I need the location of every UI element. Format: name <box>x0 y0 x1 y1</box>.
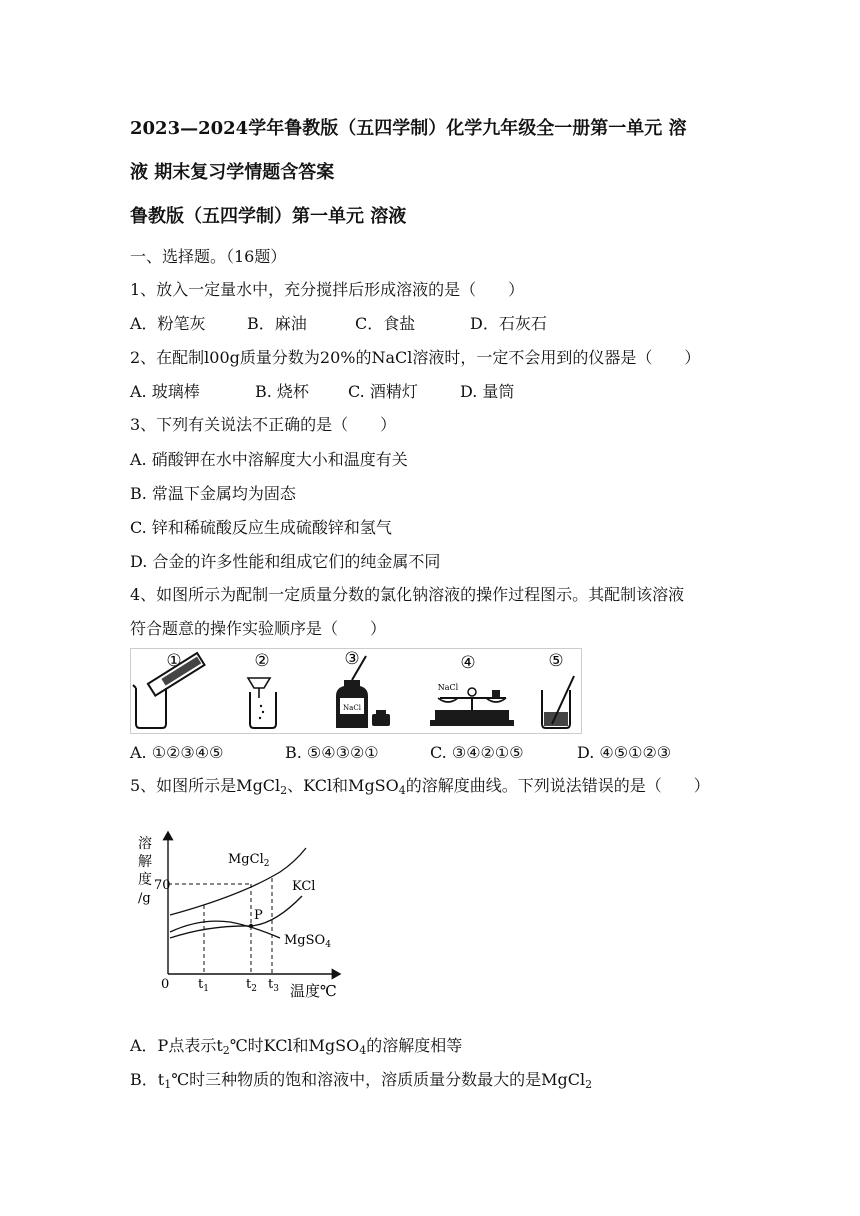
q1-option-b: B．麻油 <box>247 314 307 333</box>
ylabel-char-4: /g <box>138 891 151 906</box>
point-p <box>249 924 253 928</box>
q2-option-b: B. 烧杯 <box>255 382 309 401</box>
curve-kcl <box>170 896 302 938</box>
unit-title: 鲁教版（五四学制）第一单元 溶液 <box>130 206 407 227</box>
q4-option-a: A. ①②③④⑤ <box>130 743 224 762</box>
step1-pouring-icon <box>133 651 205 728</box>
doc-title-line2: 液 期末复习学情题含答案 <box>130 162 335 183</box>
q1-option-c: C．食盐 <box>355 314 416 333</box>
step3-label: ③ <box>344 649 360 669</box>
origin-label: 0 <box>161 977 170 992</box>
q3-option-a: A. 硝酸钾在水中溶解度大小和温度有关 <box>130 450 408 469</box>
x-axis-label: 温度℃ <box>290 982 337 1000</box>
q1-stem: 1、放入一定量水中，充分搅拌后形成溶液的是（ ） <box>130 280 525 299</box>
q3-option-d: D. 合金的许多性能和组成它们的纯金属不同 <box>130 552 441 571</box>
q2-option-a: A. 玻璃棒 <box>130 382 200 401</box>
y-tick-70: 70 <box>154 878 171 893</box>
series-label-mgcl2: MgCl$_2$ <box>228 852 270 869</box>
x-tick-t3: $t_3$ <box>268 977 279 994</box>
q1-option-d: D．石灰石 <box>470 314 547 333</box>
step4-label: ④ <box>460 653 476 673</box>
q5-stem: 5、如图所示是MgCl$_2$、KCl和MgSO$_4$的溶解度曲线。下列说法错误的是（ ） <box>130 776 710 797</box>
point-p-label: P <box>254 908 263 923</box>
ylabel-char-1: 溶 <box>138 836 152 852</box>
q4-stem-line1: 4、如图所示为配制一定质量分数的氯化钠溶液的操作过程图示。其配制该溶液 <box>130 585 685 604</box>
q2-option-c: C. 酒精灯 <box>348 382 418 401</box>
q5-option-b: B．$t_1℃$时三种物质的饱和溶液中，溶质质量分数最大的是MgCl$_2$ <box>130 1070 593 1091</box>
series-label-mgso4: MgSO$_4$ <box>284 933 331 950</box>
doc-title-line1: 2023—2024学年鲁教版（五四学制）化学九年级全一册第一单元 溶 <box>130 118 687 139</box>
q3-option-b: B. 常温下金属均为固态 <box>130 484 296 503</box>
q4-procedure-figure <box>130 648 582 734</box>
step2-beaker-icon <box>248 651 276 728</box>
step2-label: ② <box>254 651 270 671</box>
q3-option-c: C. 锌和稀硫酸反应生成硫酸锌和氢气 <box>130 518 392 537</box>
solubility-chart <box>130 826 360 1006</box>
step3-reagent-bottle-icon <box>336 649 390 728</box>
step4-balance-icon <box>430 653 514 726</box>
q3-stem: 3、下列有关说法不正确的是（ ） <box>130 415 397 434</box>
q5-option-a: A．P点表示$t_2℃$时KCl和MgSO$_4$的溶解度相等 <box>130 1036 463 1057</box>
q1-option-a: A．粉笔灰 <box>130 314 206 333</box>
ylabel-char-2: 解 <box>138 854 152 870</box>
step4-nacl-label: NaCl <box>437 683 459 692</box>
step5-label: ⑤ <box>548 651 564 671</box>
q4-stem-line2: 符合题意的操作实验顺序是（ ） <box>130 619 387 638</box>
ylabel-char-3: 度 <box>138 872 152 888</box>
q4-option-d: D. ④⑤①②③ <box>577 743 672 762</box>
step5-stirring-icon <box>542 651 574 728</box>
x-tick-t2: $t_2$ <box>246 977 257 994</box>
step3-bottle-label: NaCl <box>343 704 361 712</box>
q4-option-b: B. ⑤④③②① <box>285 743 379 762</box>
q2-stem: 2、在配制l00g质量分数为20%的NaCl溶液时，一定不会用到的仪器是（ ） <box>130 348 701 367</box>
section-heading: 一、选择题。（16题） <box>130 247 287 266</box>
x-tick-t1: $t_1$ <box>198 977 209 994</box>
q2-option-d: D. 量筒 <box>460 382 515 401</box>
series-label-kcl: KCl <box>292 879 316 894</box>
step1-label: ① <box>166 651 182 671</box>
q4-option-c: C. ③④②①⑤ <box>430 743 524 762</box>
